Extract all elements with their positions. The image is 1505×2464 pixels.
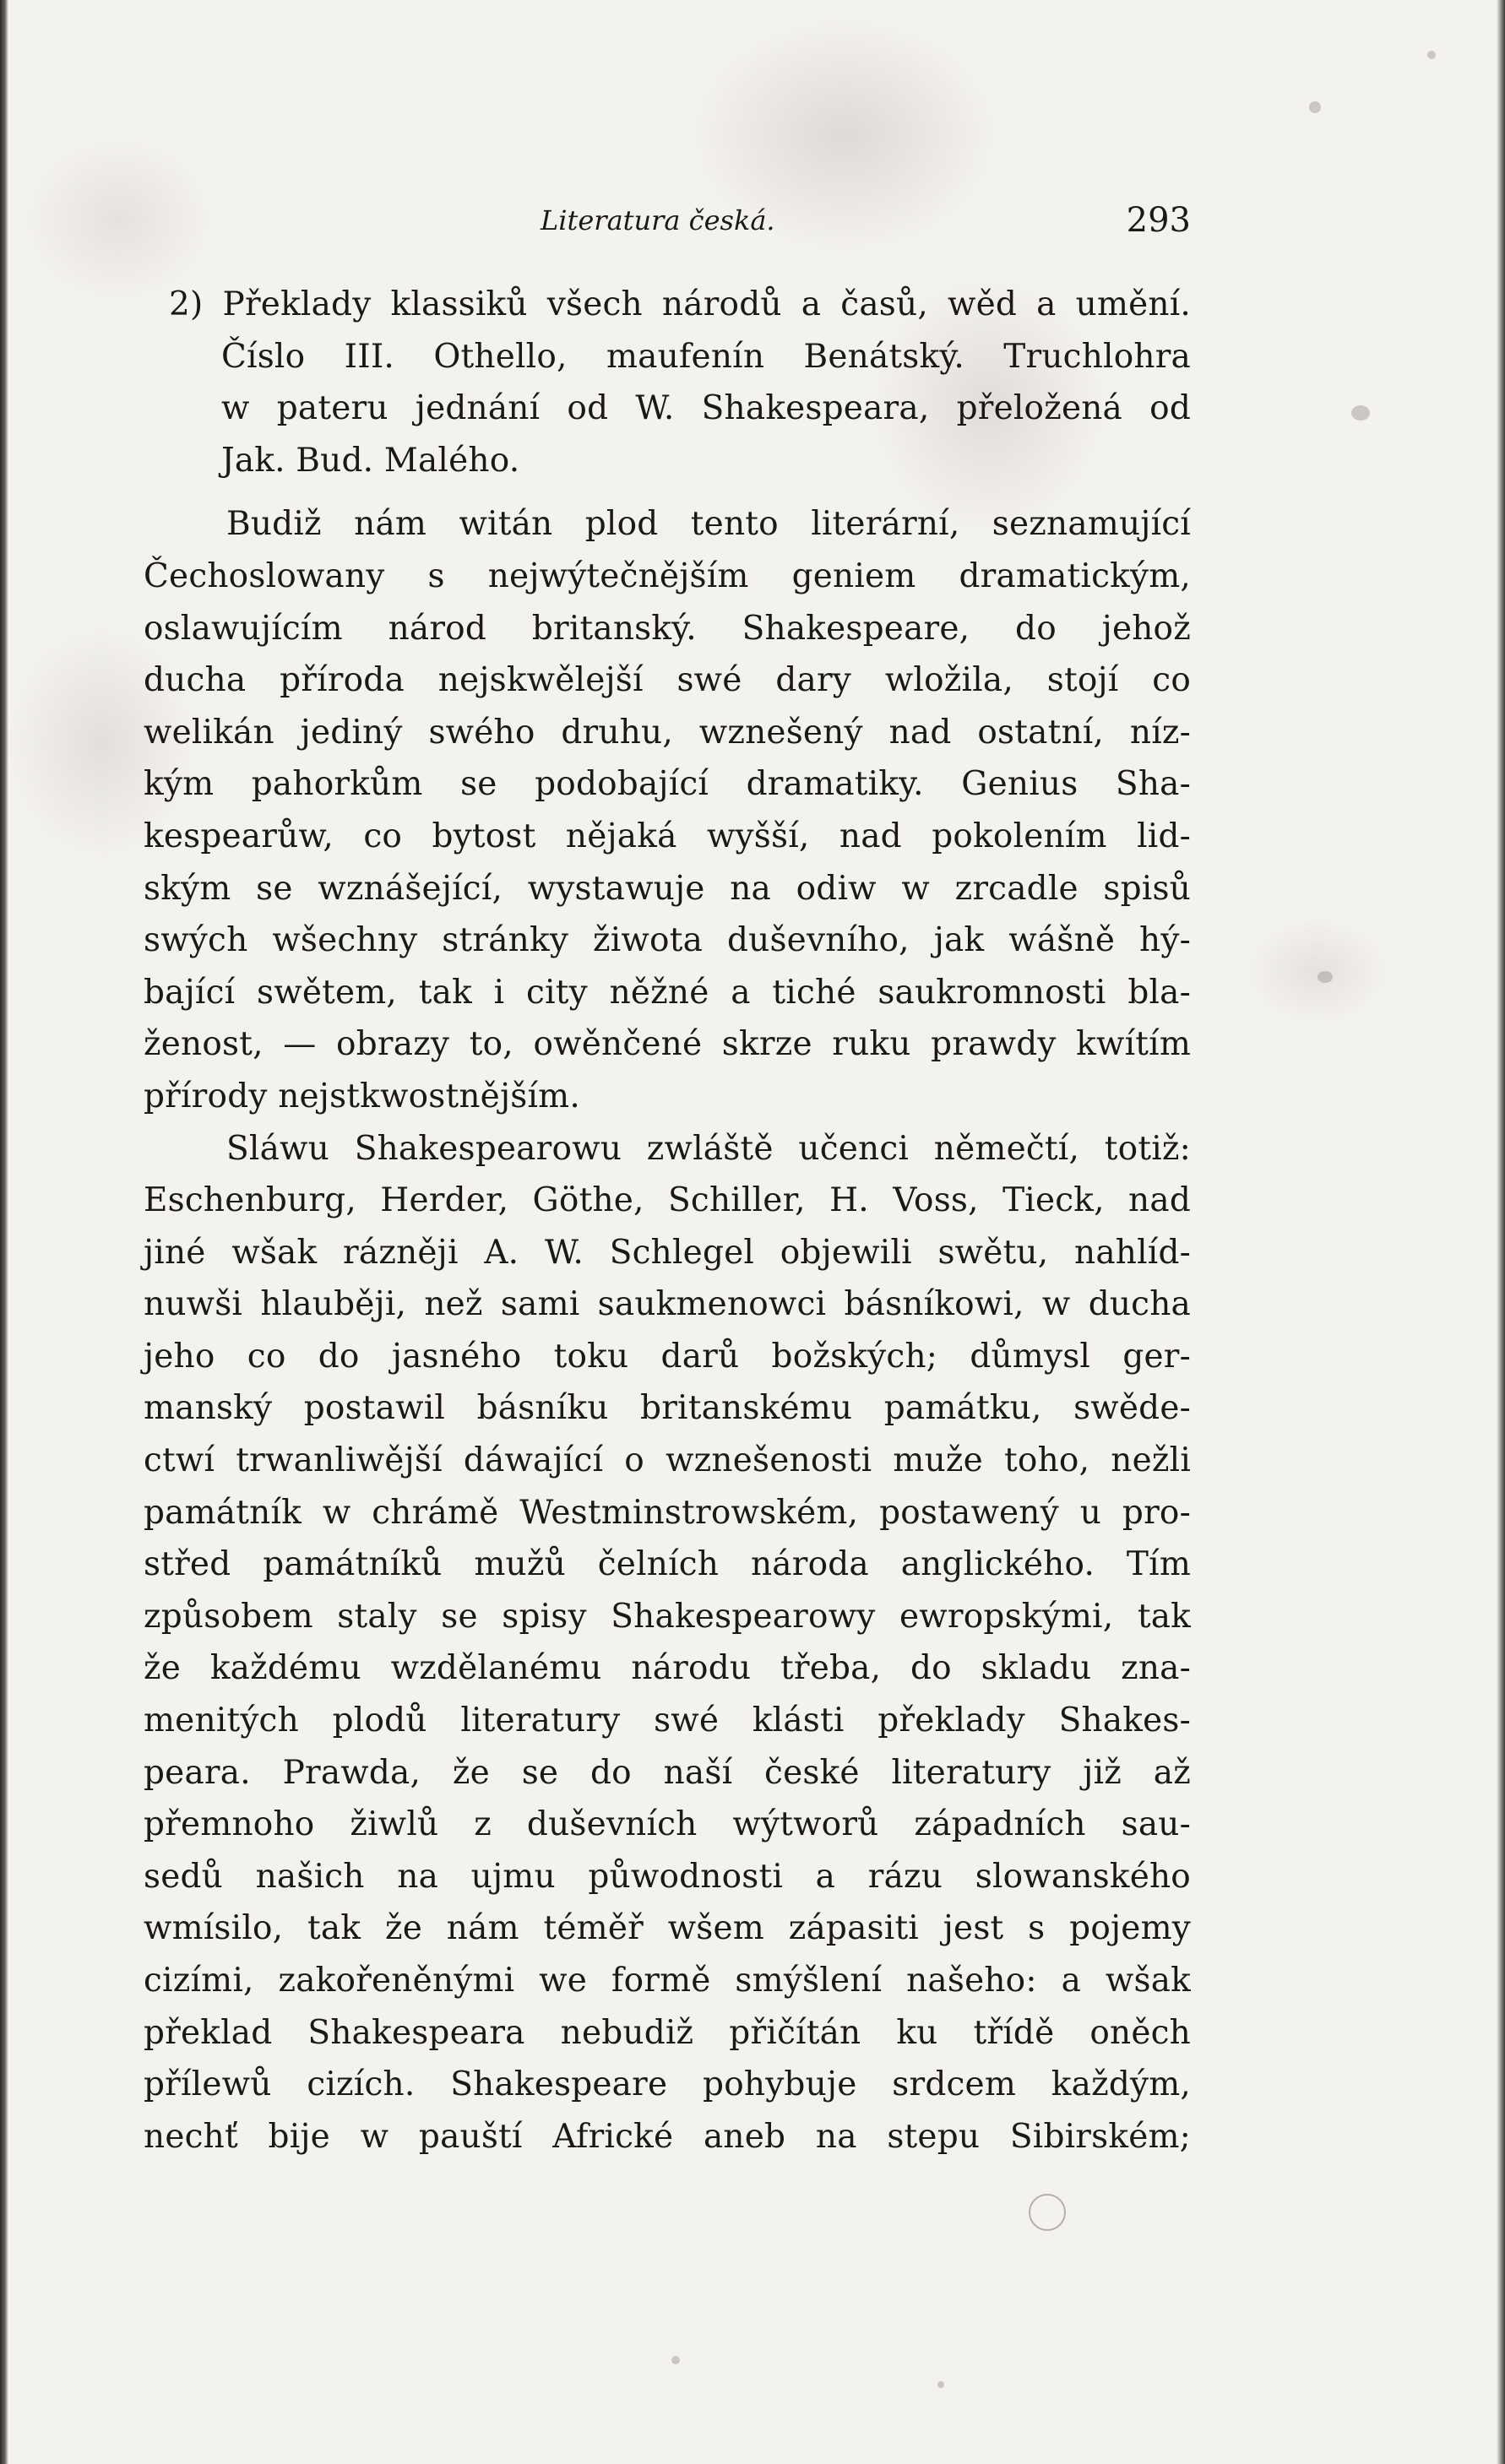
text-line: Eschenburg, Herder, Göthe, Schiller, H. Voss, Tieck, nad — [144, 1181, 1191, 1220]
running-head: Literatura česká. — [541, 204, 775, 236]
ink-smudge — [1318, 971, 1333, 983]
ink-smudge — [671, 2356, 680, 2364]
text-line: jeho co do jasného toku darů božských; důmysl ger- — [144, 1337, 1191, 1376]
text-line: kespearůw, co bytost nějaká wyšší, nad pokolením lid- — [144, 817, 1191, 855]
text-line: ženost, — obrazy to, owěnčené skrze ruku prawdy kwítím — [144, 1025, 1191, 1064]
scan-right-edge — [1497, 0, 1505, 2464]
ink-smudge — [937, 2381, 944, 2388]
scan-left-edge — [0, 0, 8, 2464]
text-line: w pateru jednání od W. Shakespeara, přeložená od — [221, 389, 1191, 428]
text-line: wmísilo, tak že nám téměř wšem zápasiti jest s pojemy — [144, 1909, 1191, 1948]
text-line: přírody nejstkwostnějším. — [144, 1077, 580, 1115]
text-line: manský postawil básníku britanskému památku, swěde- — [144, 1389, 1191, 1428]
text-line: Sláwu Shakespearowu zwláště učenci němečtí, totiž: — [226, 1129, 1191, 1168]
ink-smudge — [1427, 51, 1436, 59]
text-line: oslawujícím národ britanský. Shakespeare, do jehož — [144, 609, 1191, 648]
text-line: Číslo III. Othello, maufenín Benátský. Truchlohra — [221, 337, 1191, 376]
text-line: sedů našich na ujmu půwodnosti a rázu slowanského — [144, 1857, 1191, 1896]
page-header — [541, 199, 1191, 250]
text-line: jiné wšak rázněji A. W. Schlegel objewili swětu, nahlíd- — [144, 1233, 1191, 1272]
text-line: cizími, zakořeněnými we formě smýšlení našeho: a wšak — [144, 1962, 1191, 2000]
text-line: přílewů cizích. Shakespeare pohybuje srdcem každým, — [144, 2065, 1191, 2104]
text-line: památník w chrámě Westminstrowském, postawený u pro- — [144, 1493, 1191, 1532]
text-line: 2) Překlady klassiků všech národů a časů, wěd a umění. — [169, 285, 1191, 323]
page-number: 293 — [1126, 201, 1191, 240]
body-text — [144, 279, 1191, 2163]
text-line: přemnoho žiwlů z duševních wýtworů západních sau- — [144, 1805, 1191, 1844]
text-line: welikán jediný swého druhu, wznešený nad ostatní, níz- — [144, 713, 1191, 752]
text-line: kým pahorkům se podobající dramatiky. Genius Sha- — [144, 765, 1191, 804]
text-line: že každému wzdělanému národu třeba, do skladu zna- — [144, 1649, 1191, 1688]
text-line: překlad Shakespeara nebudiž přičítán ku třídě oněch — [144, 2013, 1191, 2052]
text-line: menitých plodů literatury swé klásti překlady Shakes- — [144, 1701, 1191, 1740]
text-line: ctwí trwanliwější dáwající o wznešenosti muže toho, nežli — [144, 1441, 1191, 1480]
text-line: ským se wznášející, wystawuje na odiw w zrcadle spisů — [144, 869, 1191, 908]
text-line: swých wšechny stránky žiwota duševního, jak wášně hý- — [144, 921, 1191, 960]
faint-stamp-mark — [1029, 2194, 1066, 2231]
text-line: Budiž nám witán plod tento literární, seznamující — [226, 505, 1191, 544]
text-line: způsobem staly se spisy Shakespearowy ewropskými, tak — [144, 1597, 1191, 1636]
text-line: peara. Prawda, že se do naší české literatury již až — [144, 1753, 1191, 1792]
text-line: střed památníků mužů čelních národa anglického. Tím — [144, 1545, 1191, 1584]
text-line: Jak. Bud. Malého. — [221, 441, 520, 480]
text-line: Čechoslowany s nejwýtečnějším geniem dramatickým, — [144, 556, 1191, 595]
text-line: nuwši hlauběji, než sami saukmenowci básníkowi, w ducha — [144, 1285, 1191, 1324]
text-line: ducha příroda nejskwělejší swé dary wložila, stojí co — [144, 661, 1191, 700]
ink-smudge — [1351, 405, 1370, 421]
ink-smudge — [1309, 101, 1321, 113]
text-line: nechť bije w pauští Africké aneb na stepu Sibirském; — [144, 2117, 1191, 2156]
text-line: bající swětem, tak i city něžné a tiché saukromnosti bla- — [144, 973, 1191, 1012]
